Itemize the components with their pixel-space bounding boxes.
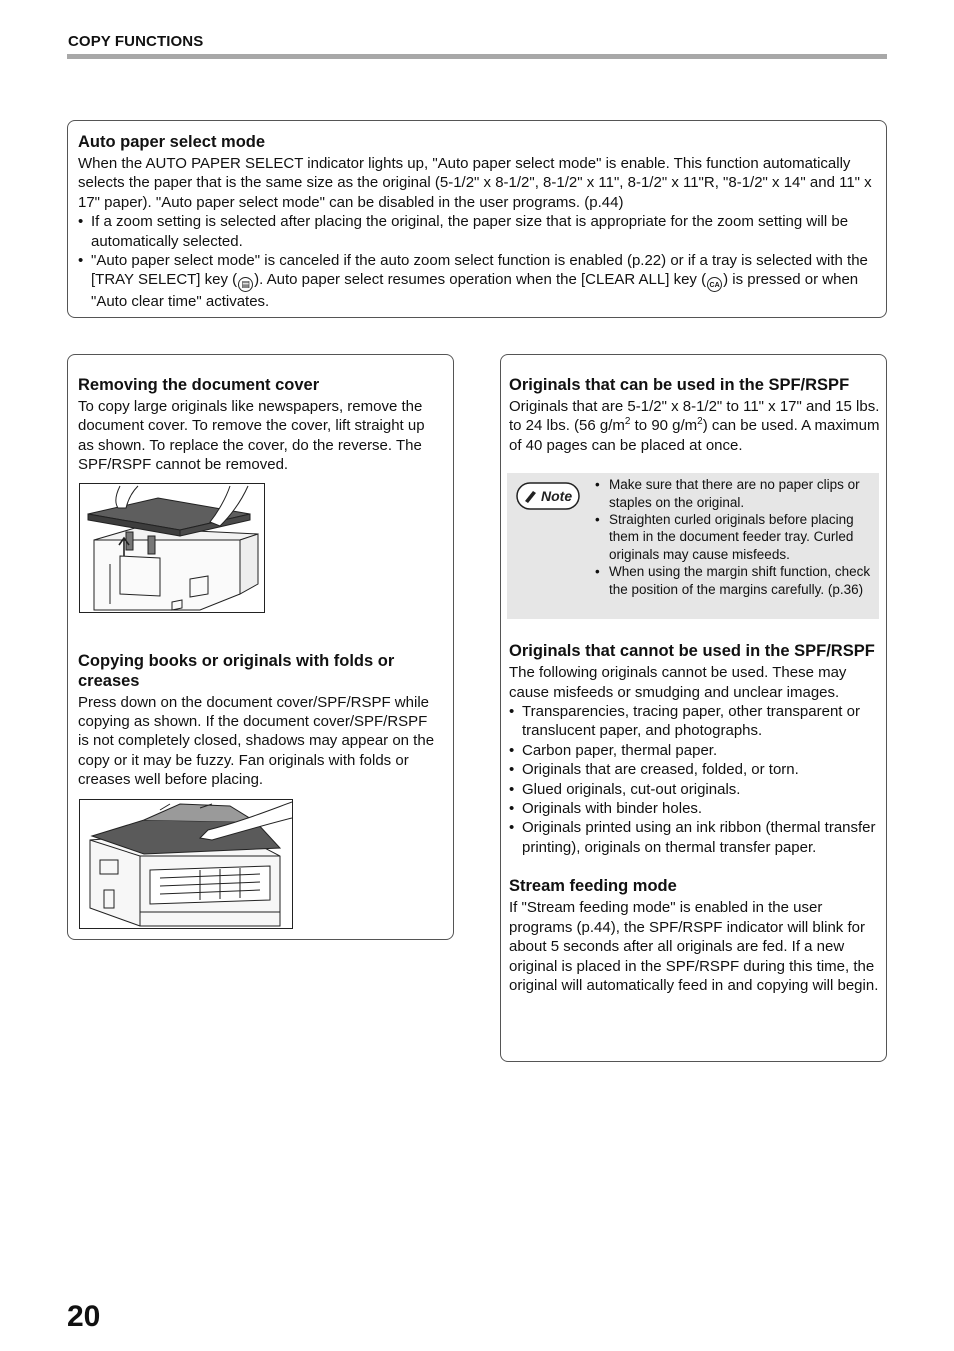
bullet-text: "Auto paper select mode" is canceled if the auto zoom select function is enabled (p.22) or if a tray is selected with the [TRAY SELECT] key ( xyxy=(91,252,868,289)
removing-cover-body: To copy large originals like newspapers, remove the document cover. To remove the cover, lift straight up as shown. To replace the cover, do the reverse. The SPF/RSPF cannot be removed. xyxy=(78,398,425,474)
stream-feeding-body: If "Stream feeding mode" is enabled in the user programs (p.44), the SPF/RSPF indicator will blink for about 5 seconds after all originals are fed. If a new original is placed in the SPF/RSPF during this time, the original will automatically feed in and copying will begin. xyxy=(509,899,879,994)
superscript: 2 xyxy=(697,416,703,428)
list-item: • Glued originals, cut-out originals. xyxy=(509,780,882,799)
stream-feeding-heading: Stream feeding mode xyxy=(509,877,677,896)
superscript: 2 xyxy=(624,416,631,428)
auto-paper-body: When the AUTO PAPER SELECT indicator lights up, "Auto paper select mode" is enable. This function automatically selects the paper that is the same size as the original (5-1/2" x 8-1/2", 8-1/2" x 11", 8-1/2" x 11"R, "8-1/2" x 14" and 11" x 17" paper). "Auto paper select mode" can be disabled in the user programs. (p.44) xyxy=(78,155,872,211)
list-item: • Carbon paper, thermal paper. xyxy=(509,741,882,760)
list-item: • If a zoom setting is selected after placing the original, the paper size that is appropriate for the zoom setting will be automatically selected. xyxy=(78,212,875,251)
tray-select-key-icon: ▤ xyxy=(238,277,253,292)
note-panel xyxy=(507,473,879,619)
originals-unusable-heading: Originals that cannot be used in the SPF/RSPF xyxy=(509,642,875,661)
originals-usable-heading: Originals that can be used in the SPF/RSPF xyxy=(509,376,850,394)
remove-cover-illustration xyxy=(79,483,265,613)
note-icon xyxy=(516,482,580,510)
page-number: 20 xyxy=(67,1300,101,1333)
note-list xyxy=(595,476,873,598)
originals-unusable-list xyxy=(509,702,882,857)
list-item: • Transparencies, tracing paper, other transparent or translucent paper, and photographs. xyxy=(509,702,882,741)
list-item: • Make sure that there are no paper clips or staples on the original. xyxy=(595,476,873,511)
originals-usable-body xyxy=(509,397,882,455)
page-header-title: COPY FUNCTIONS xyxy=(68,33,204,50)
body-text: Originals that are 5-1/2" x 8-1/2" to 11" x 17" and 15 lbs. to 24 lbs. (56 g/m xyxy=(509,398,880,435)
bullet-text: ) is pressed or when "Auto clear time" activates. xyxy=(91,271,859,311)
auto-paper-heading: Auto paper select mode xyxy=(78,133,266,151)
clear-all-key-icon: CA xyxy=(707,277,722,292)
bullet-text: ). Auto paper select resumes operation when the [CLEAR ALL] key ( xyxy=(254,271,707,289)
copying-books-heading: Copying books or originals with folds or creases xyxy=(78,651,395,690)
spf-rspf-box xyxy=(500,354,887,1062)
note-badge-label: Note xyxy=(541,488,573,505)
list-item: • Originals printed using an ink ribbon (thermal transfer printing), originals on thermal transfer paper. xyxy=(509,818,882,857)
body-text: ) can be used. A maximum of 40 pages can be placed at once. xyxy=(509,417,880,454)
auto-paper-select-box xyxy=(67,120,887,318)
list-item: • Originals that are creased, folded, or torn. xyxy=(509,760,882,779)
auto-paper-bullets xyxy=(78,212,875,312)
header-rule xyxy=(67,54,887,59)
removing-cover-heading: Removing the document cover xyxy=(78,376,320,394)
originals-unusable-body: The following originals cannot be used. These may cause misfeeds or smudging and unclear images. xyxy=(509,664,847,701)
list-item xyxy=(78,251,875,312)
document-cover-box xyxy=(67,354,454,940)
copying-books-body: Press down on the document cover/SPF/RSPF while copying as shown. If the document cover/SPF/RSPF is not completely closed, shadows may appear on the copy or it may be fuzzy. Fan originals with folds or creases well before placing. xyxy=(78,693,435,789)
list-item: • Straighten curled originals before placing them in the document feeder tray. Curled originals may cause misfeeds. xyxy=(595,511,873,563)
body-text: to 90 g/m xyxy=(630,417,698,435)
press-cover-illustration xyxy=(79,799,293,929)
list-item: • When using the margin shift function, check the position of the margins carefully. (p.36) xyxy=(595,563,873,598)
list-item: • Originals with binder holes. xyxy=(509,799,882,818)
